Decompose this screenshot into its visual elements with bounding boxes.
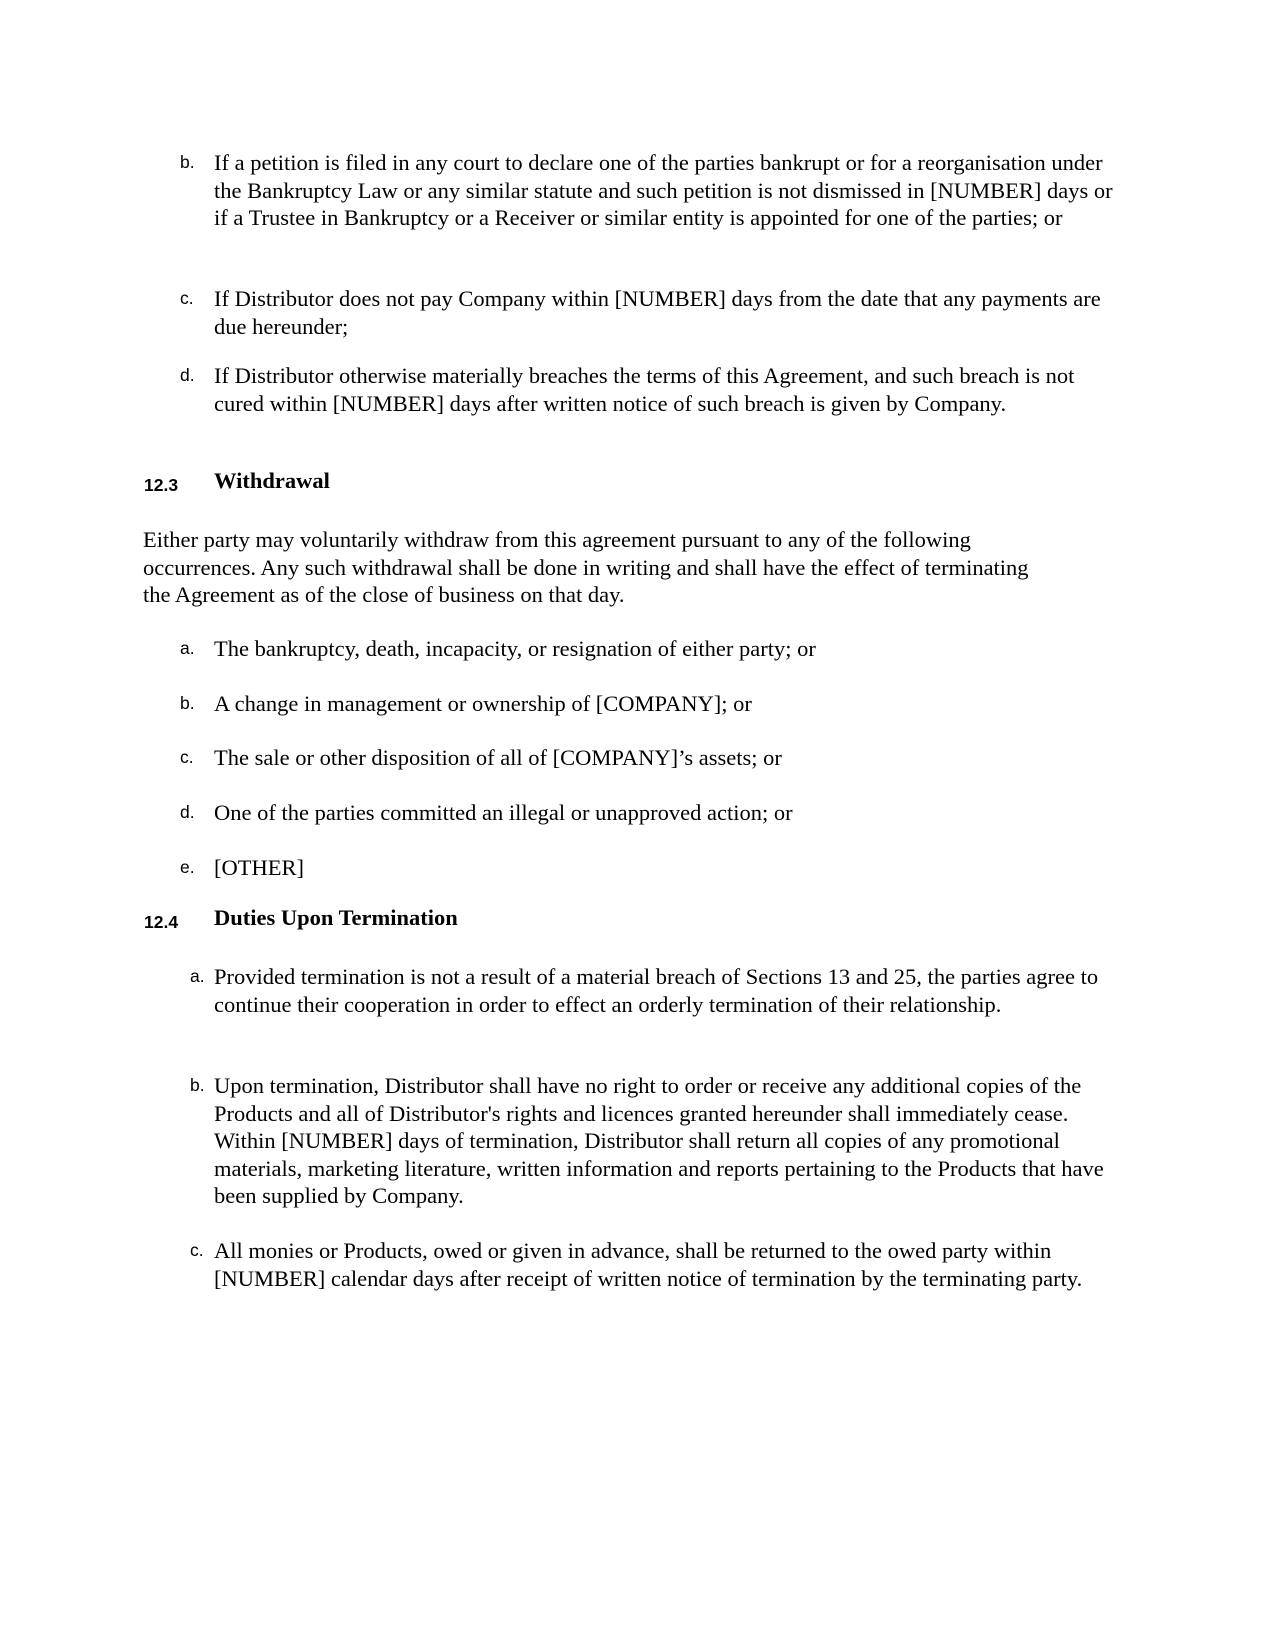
section-number: 12.4 [144, 912, 179, 932]
list-marker: a. [180, 638, 195, 658]
list-marker: b. [180, 693, 195, 713]
section-intro-paragraph: Either party may voluntarily withdraw from this agreement pursuant to any of the following occurrences. Any such withdrawal shall be done in writing and shall have the effect of terminating the Agreement as of the close of business on that day. [143, 527, 1029, 608]
list-item-text: If Distributor otherwise materially breaches the terms of this Agreement, and such breach is not cured within [NUMBER] days after written notice of such breach is given by Company. [214, 363, 1075, 416]
list-marker: c. [190, 1240, 204, 1260]
list-item-text: [OTHER] [214, 855, 304, 880]
list-item-text: One of the parties committed an illegal or unapproved action; or [214, 800, 793, 825]
list-item-text: Provided termination is not a result of a material breach of Sections 13 and 25, the parties agree to continue their cooperation in order to effect an orderly termination of their relationship. [214, 964, 1099, 1017]
list-marker: d. [180, 802, 195, 822]
list-item-text: If a petition is filed in any court to declare one of the parties bankrupt or for a reorganisation under the Bankruptcy Law or any similar statute and such petition is not dismissed in [NUMBER] days or if a Trustee in Bankruptcy or a Receiver or similar entity is appointed for one of the parties; or [214, 150, 1113, 231]
list-item-text: The bankruptcy, death, incapacity, or resignation of either party; or [214, 636, 816, 661]
list-marker: b. [180, 152, 195, 172]
list-item-text: All monies or Products, owed or given in advance, shall be returned to the owed party within [NUMBER] calendar days after receipt of written notice of termination by the terminating party. [214, 1238, 1083, 1291]
list-marker: c. [180, 288, 194, 308]
section-number: 12.3 [144, 475, 179, 495]
list-marker: a. [190, 966, 205, 986]
list-item-text: Upon termination, Distributor shall have no right to order or receive any additional copies of the Products and all of Distributor's rights and licences granted hereunder shall immediately cease. Within [NUMBER] days of termination, Distributor shall return all copies of any promotional materials, marketing literature, written information and reports pertaining to the Products that have been supplied by Company. [214, 1073, 1104, 1209]
list-marker: d. [180, 365, 195, 385]
list-item-text: A change in management or ownership of [COMPANY]; or [214, 691, 752, 716]
section-title: Withdrawal [214, 468, 330, 493]
list-item-text: The sale or other disposition of all of [COMPANY]’s assets; or [214, 745, 782, 770]
list-item-text: If Distributor does not pay Company within [NUMBER] days from the date that any payments are due hereunder; [214, 286, 1101, 339]
list-marker: c. [180, 747, 194, 767]
list-marker: b. [190, 1075, 205, 1095]
section-title: Duties Upon Termination [214, 905, 458, 930]
list-marker: e. [180, 857, 195, 877]
